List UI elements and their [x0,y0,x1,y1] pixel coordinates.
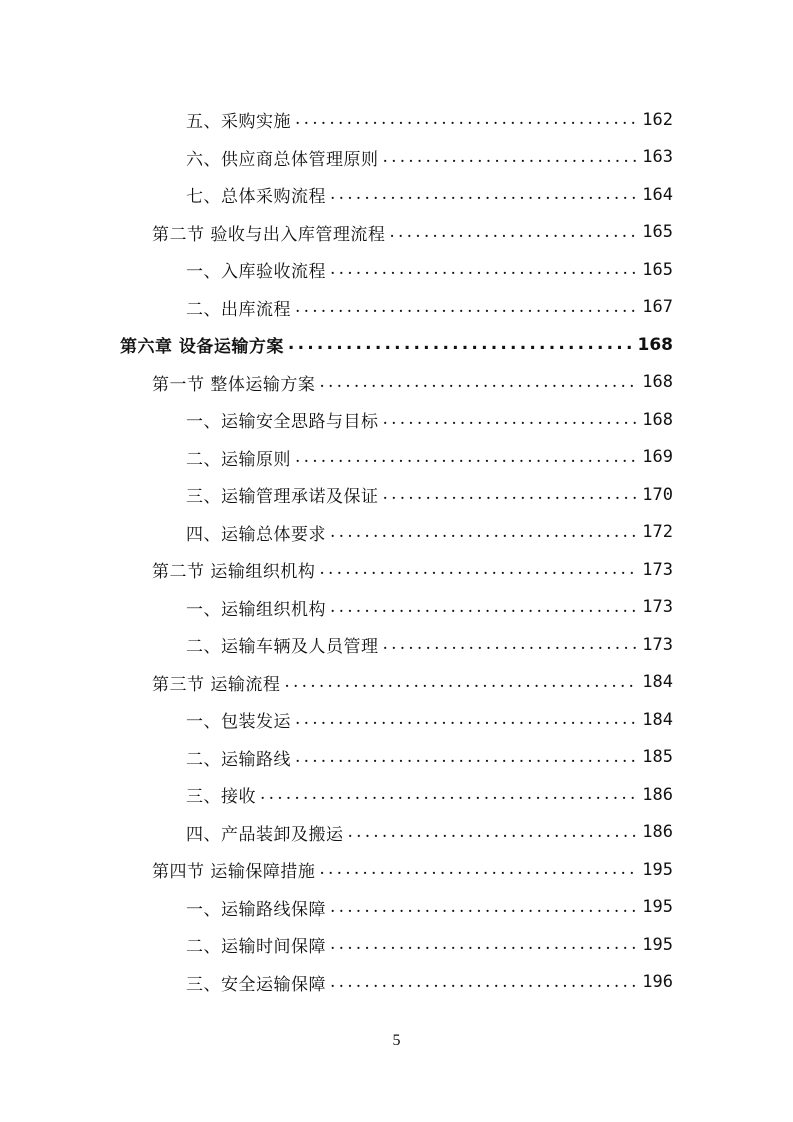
toc-entry-title: 二、出库流程 [186,299,291,320]
toc-dot-leader [295,299,638,316]
toc-entry-title: 六、供应商总体管理原则 [186,149,379,170]
toc-subsection-entry[interactable] [0,739,793,777]
toc-entry-page-number: 169 [642,447,673,468]
toc-dot-leader [330,974,638,991]
toc-entry-title: 第六章 设备运输方案 [120,337,284,358]
toc-entry-title: 一、运输组织机构 [186,599,326,620]
toc-subsection-entry[interactable] [0,251,793,289]
toc-entry-page-number: 163 [642,147,673,168]
toc-dot-leader [319,861,638,878]
toc-entry-page-number: 195 [642,859,673,880]
toc-entry-title: 第四节 运输保障措施 [152,862,316,883]
toc-entry-page-number: 167 [642,297,673,318]
toc-entry-title: 一、入库验收流程 [186,262,326,283]
toc-dot-leader [330,899,638,916]
toc-section-entry[interactable] [0,851,793,889]
toc-entry-page-number: 168 [642,409,673,430]
toc-entry-page-number: 184 [642,709,673,730]
toc-entry-title: 一、包装发运 [186,712,291,733]
toc-entry-page-number: 172 [642,522,673,543]
toc-entry-title: 五、采购实施 [186,112,291,133]
toc-entry-title: 第三节 运输流程 [152,674,281,695]
toc-entry-title: 一、运输安全思路与目标 [186,412,379,433]
toc-dot-leader [383,636,639,653]
toc-entry-title: 三、运输管理承诺及保证 [186,487,379,508]
toc-subsection-entry[interactable] [0,889,793,927]
toc-section-entry[interactable] [0,214,793,252]
toc-entry-title: 四、产品装卸及搬运 [186,824,344,845]
toc-subsection-entry[interactable] [0,701,793,739]
toc-entry-page-number: 162 [642,109,673,130]
toc-chapter-entry[interactable] [0,326,793,364]
toc-entry-title: 二、运输时间保障 [186,937,326,958]
toc-subsection-entry[interactable] [0,289,793,327]
toc-subsection-entry[interactable] [0,514,793,552]
toc-dot-leader [319,561,638,578]
toc-dot-leader [330,599,638,616]
toc-subsection-entry[interactable] [0,926,793,964]
page-number: 5 [392,1032,401,1049]
toc-dot-leader [330,261,638,278]
toc-dot-leader [383,486,639,503]
toc-subsection-entry[interactable] [0,176,793,214]
toc-dot-leader [383,149,639,166]
toc-dot-leader [295,111,638,128]
toc-entry-page-number: 165 [642,222,673,243]
toc-dot-leader [330,936,638,953]
toc-entry-title: 四、运输总体要求 [186,524,326,545]
toc-entry-page-number: 196 [642,972,673,993]
toc-entry-page-number: 186 [642,784,673,805]
toc-dot-leader [295,711,638,728]
toc-dot-leader [295,749,638,766]
toc-subsection-entry[interactable] [0,776,793,814]
toc-dot-leader [319,374,638,391]
toc-dot-leader [284,674,638,691]
toc-entry-title: 第一节 整体运输方案 [152,374,316,395]
toc-subsection-entry[interactable] [0,439,793,477]
toc-entry-page-number: 186 [642,822,673,843]
toc-entry-title: 三、安全运输保障 [186,974,326,995]
toc-section-entry[interactable] [0,664,793,702]
toc-subsection-entry[interactable] [0,476,793,514]
toc-dot-leader [288,336,634,353]
toc-dot-leader [389,224,638,241]
toc-subsection-entry[interactable] [0,589,793,627]
toc-entry-page-number: 168 [637,334,673,355]
toc-entry-title: 二、运输车辆及人员管理 [186,637,379,658]
toc-entry-title: 二、运输路线 [186,749,291,770]
toc-section-entry[interactable] [0,364,793,402]
toc-subsection-entry[interactable] [0,401,793,439]
toc-entry-page-number: 173 [642,634,673,655]
toc-entry-title: 第二节 运输组织机构 [152,562,316,583]
toc-entry-page-number: 164 [642,184,673,205]
toc-entry-title: 一、运输路线保障 [186,899,326,920]
toc-entry-title: 七、总体采购流程 [186,187,326,208]
toc-section-entry[interactable] [0,551,793,589]
toc-entry-page-number: 195 [642,934,673,955]
toc-dot-leader [260,786,638,803]
toc-subsection-entry[interactable] [0,626,793,664]
toc-entry-page-number: 173 [642,597,673,618]
toc-entry-page-number: 170 [642,484,673,505]
toc-dot-leader [348,824,639,841]
table-of-contents [0,101,793,1001]
toc-entry-page-number: 184 [642,672,673,693]
toc-entry-page-number: 165 [642,259,673,280]
toc-subsection-entry[interactable] [0,139,793,177]
toc-dot-leader [330,524,638,541]
toc-subsection-entry[interactable] [0,101,793,139]
toc-entry-page-number: 173 [642,559,673,580]
toc-dot-leader [295,449,638,466]
toc-subsection-entry[interactable] [0,964,793,1002]
toc-entry-title: 第二节 验收与出入库管理流程 [152,224,386,245]
toc-dot-leader [383,411,639,428]
toc-entry-page-number: 185 [642,747,673,768]
toc-entry-title: 三、接收 [186,787,256,808]
toc-dot-leader [330,186,638,203]
toc-entry-page-number: 168 [642,372,673,393]
toc-entry-page-number: 195 [642,897,673,918]
toc-entry-title: 二、运输原则 [186,449,291,470]
toc-subsection-entry[interactable] [0,814,793,852]
